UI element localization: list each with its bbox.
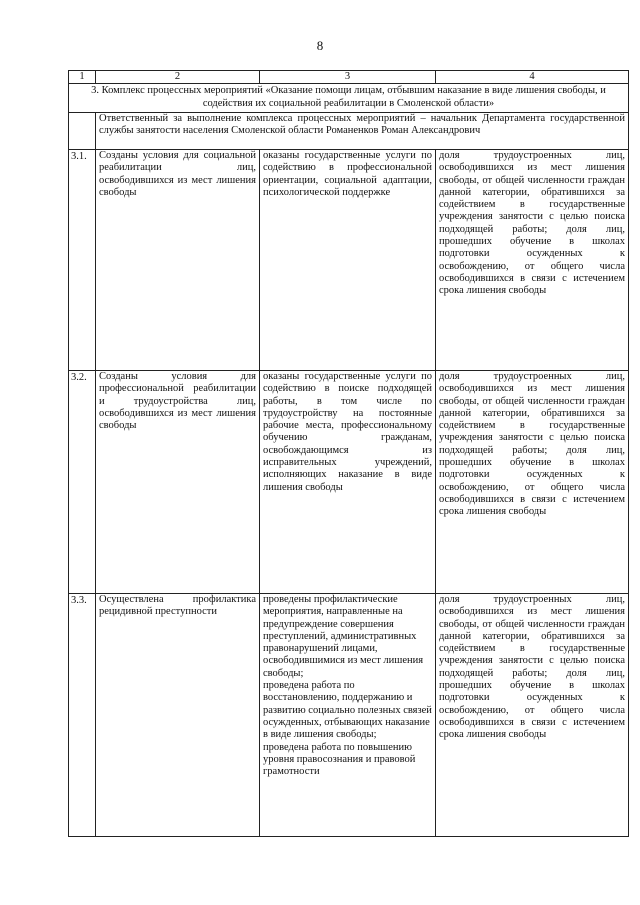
row-indicator: доля трудоустроенных лиц, освободившихся из мест лишения свободы, от общей численности граждан данной категории, обратившихся за содействием в государственные учреждения занятости с целью поиска подходящей работы; доля лиц, прошедших обучение в школах подготовки осужденных к освобождению, от общего числа освободившихся в связи с истечением срока лишения свободы (436, 594, 629, 837)
row-indicator: доля трудоустроенных лиц, освободившихся из мест лишения свободы, от общей численности граждан данной категории, обратившихся за содействием в государственные учреждения занятости с целью поиска подходящей работы; доля лиц, прошедших обучение в школах подготовки осужденных к освобождению, от общего числа освободившихся в связи с истечением срока лишения свободы (436, 371, 629, 594)
responsible-person: Ответственный за выполнение комплекса процессных мероприятий – начальник Департамента государственной службы занятости населения Смоленской области Романенков Роман Александрович (96, 113, 629, 150)
row-description: проведены профилактические мероприятия, направленные на предупреждение совершения преступлений, административных правонарушений лицами, освободившимися из мест лишения свободы; проведена работа по восстановлению, поддержанию и развитию социально полезных связей осужденных, отбывающих наказание в виде лишения свободы; проведена работа по повышению уровня правосознания и правовой грамотности (260, 594, 436, 837)
responsible-row (69, 113, 629, 150)
row-number: 3.2. (69, 371, 96, 594)
row-number: 3.1. (69, 150, 96, 371)
row-indicator: доля трудоустроенных лиц, освободившихся из мест лишения свободы, от общей численности граждан данной категории, обратившихся за содействием в государственные учреждения занятости с целью поиска подходящей работы; доля лиц, прошедших обучение в школах подготовки осужденных к освобождению, от общего числа освободившихся в связи с истечением срока лишения свободы (436, 150, 629, 371)
column-header-2: 2 (96, 71, 260, 84)
measures-table (68, 70, 629, 837)
responsible-spacer (69, 113, 96, 150)
row-number: 3.3. (69, 594, 96, 837)
row-description: оказаны государственные услуги по содействию в профессиональной ориентации, социальной адаптации, психологической поддержке (260, 150, 436, 371)
row-task: Осуществлена профилактика рецидивной преступности (96, 594, 260, 837)
row-task: Созданы условия для социальной реабилитации лиц, освободившихся из мест лишения свободы (96, 150, 260, 371)
section-title-row (69, 84, 629, 113)
row-description: оказаны государственные услуги по содействию в поиске подходящей работы, в том числе по трудоустройству на постоянные рабочие места, профессиональному обучению гражданам, освобождающимся из исправительных учреждений, исполняющих наказание в виде лишения свободы (260, 371, 436, 594)
column-header-4: 4 (436, 71, 629, 84)
table-row (69, 150, 629, 371)
page-number: 8 (316, 38, 324, 53)
row-task: Созданы условия для профессиональной реабилитации и трудоустройства лиц, освободившихся из мест лишения свободы (96, 371, 260, 594)
section-title: 3. Комплекс процессных мероприятий «Оказание помощи лицам, отбывшим наказание в виде лишения свободы, и содействия их социальной реабилитации в Смоленской области» (69, 84, 629, 113)
column-header-1: 1 (69, 71, 96, 84)
table-row (69, 594, 629, 837)
column-header-3: 3 (260, 71, 436, 84)
table-row (69, 371, 629, 594)
table-header-row (69, 71, 629, 84)
